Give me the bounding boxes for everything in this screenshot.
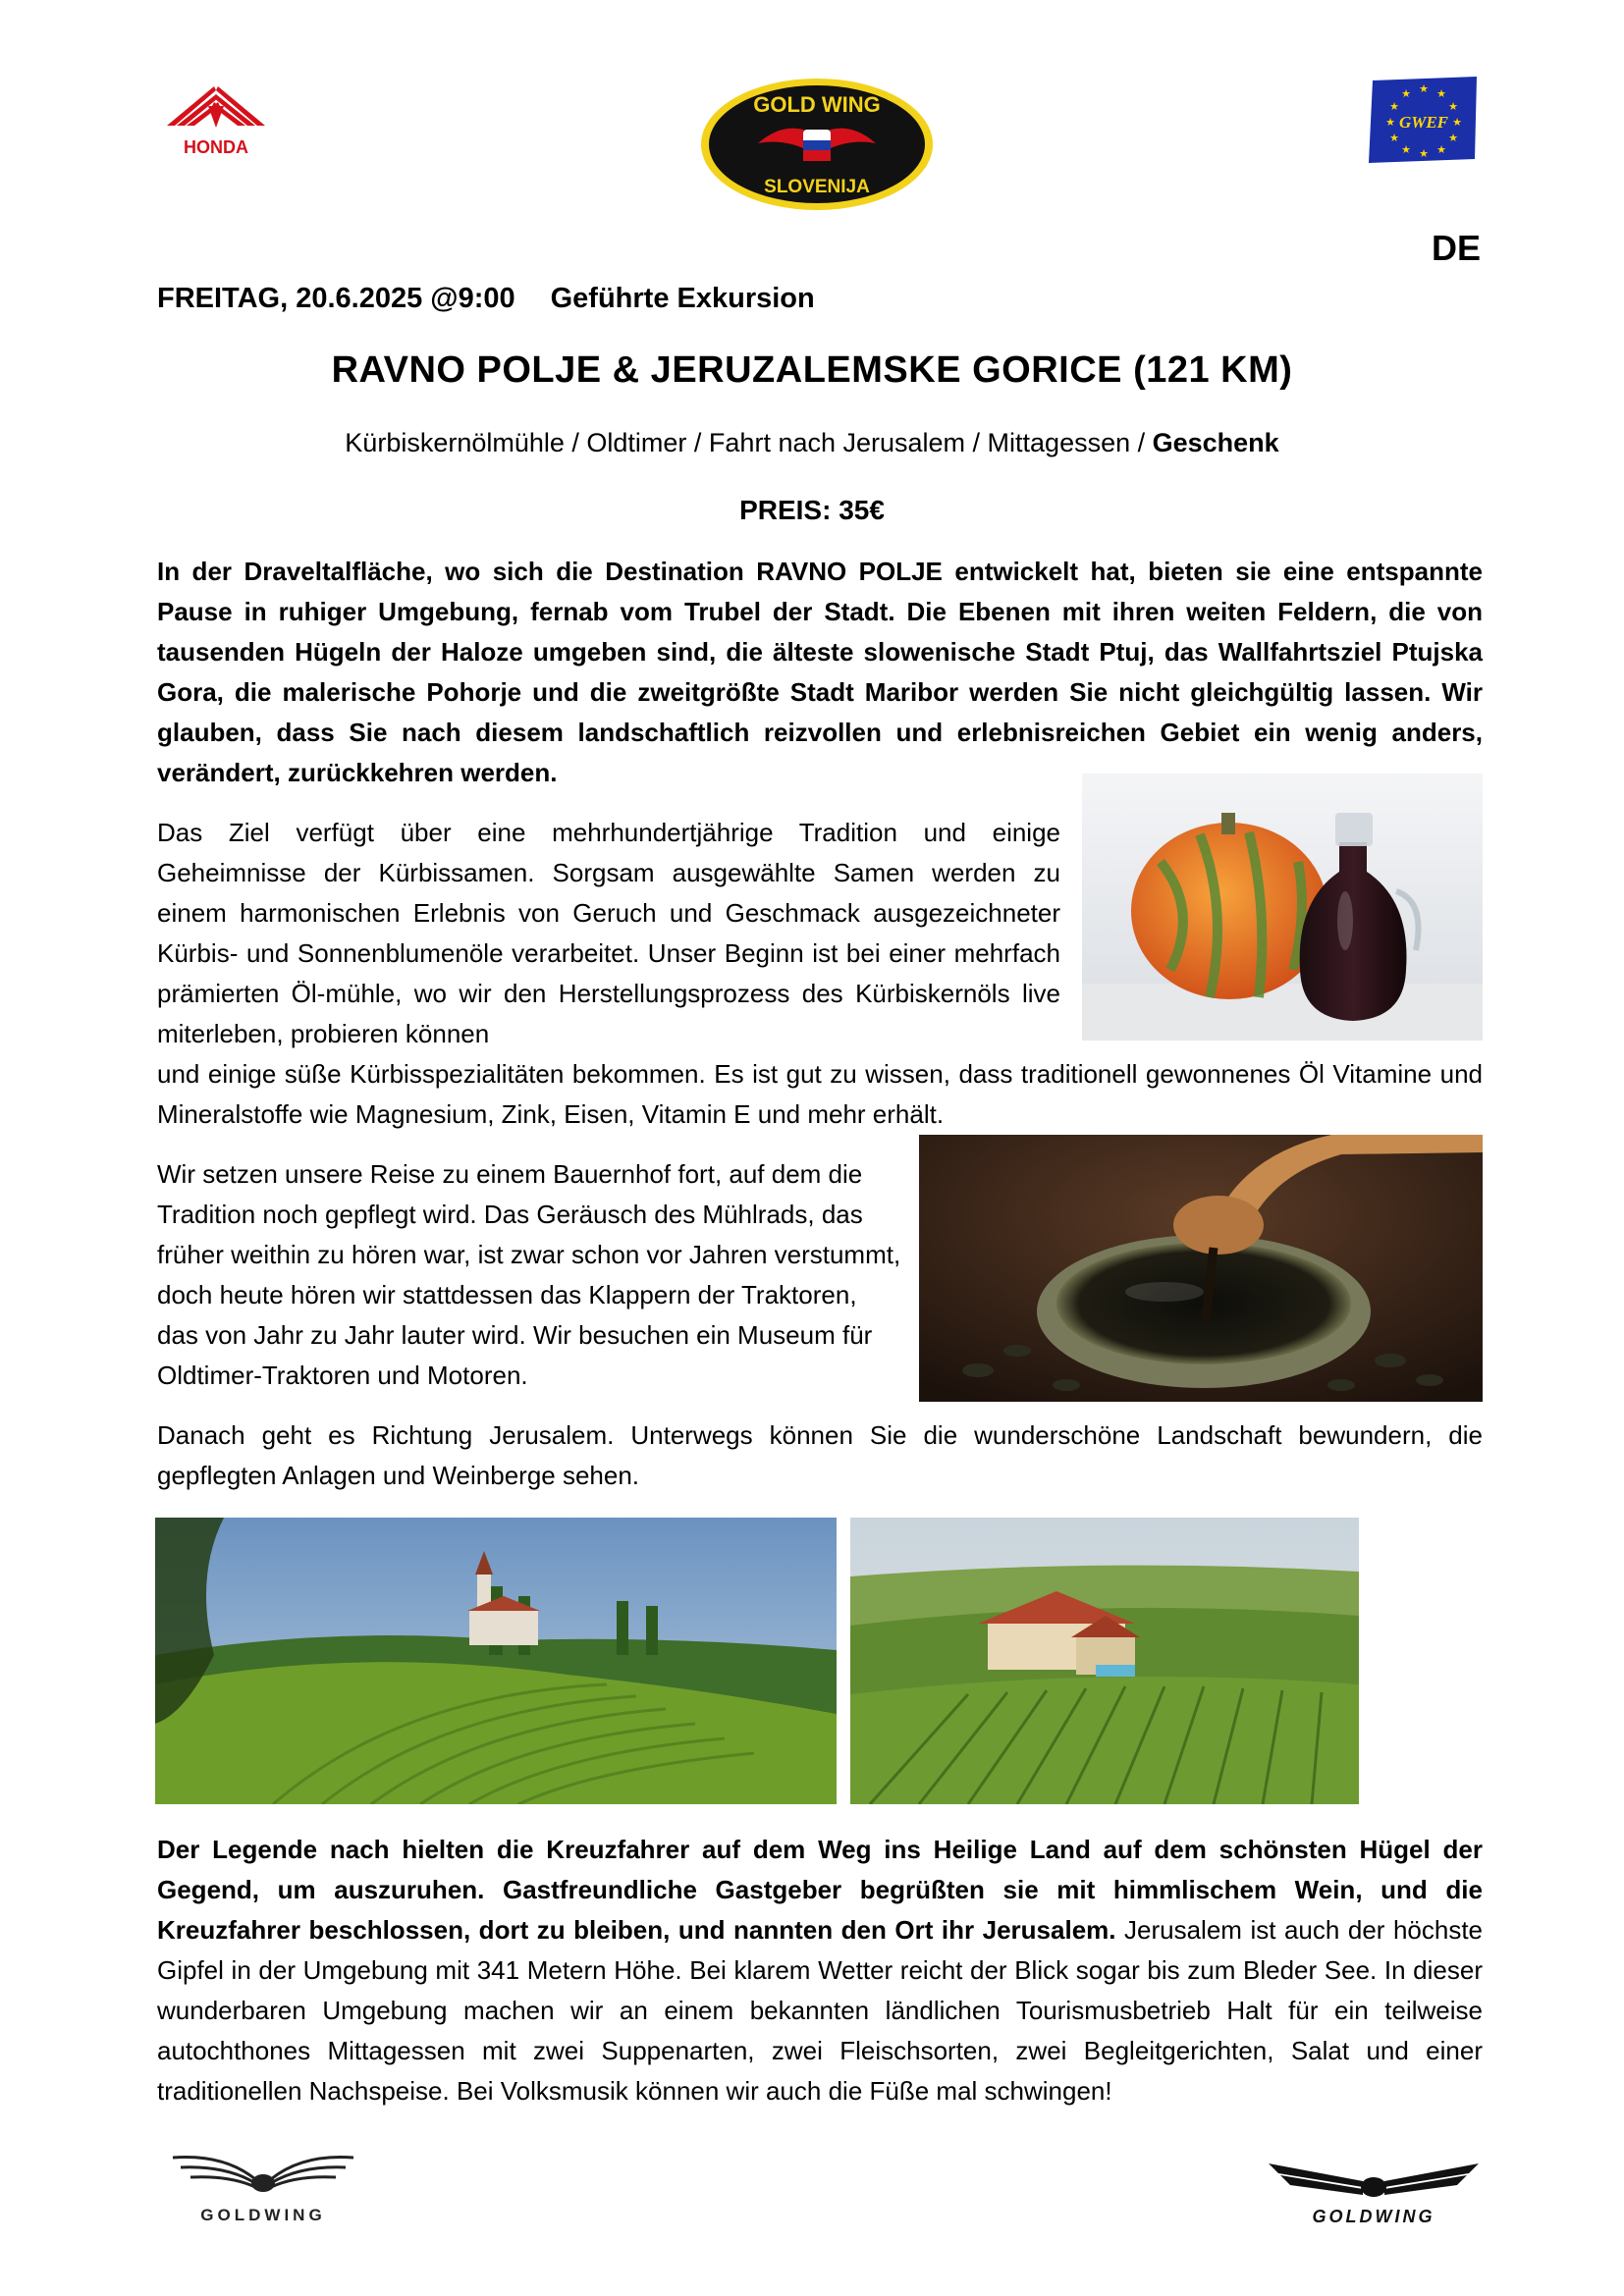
gwef-logo bbox=[1367, 77, 1483, 163]
svg-text:★: ★ bbox=[1401, 87, 1411, 100]
footer-left-logo-text: GOLDWING bbox=[200, 2206, 326, 2224]
vineyard-farmhouse-photo bbox=[850, 1518, 1359, 1804]
legend-paragraph bbox=[157, 1830, 1483, 2111]
svg-text:★: ★ bbox=[1419, 147, 1429, 160]
jerusalem-paragraph: Danach geht es Richtung Jerusalem. Unterwegs können Sie die wunderschöne Landschaft bewundern, die gepflegten Anlagen und Weinberge sehen. bbox=[157, 1420, 1483, 1490]
pumpkin-oil-spoon-photo bbox=[919, 1135, 1483, 1402]
event-subtitle-bold: Geschenk bbox=[1152, 428, 1279, 457]
svg-text:★: ★ bbox=[1436, 87, 1446, 100]
svg-text:★: ★ bbox=[1448, 100, 1458, 113]
honda-logo-text: HONDA bbox=[184, 137, 248, 157]
goldwing-footer-logo-left bbox=[165, 2144, 361, 2232]
goldwing-slovenija-logo bbox=[699, 77, 935, 212]
event-type: Geführte Exkursion bbox=[550, 283, 815, 314]
legend-rest-text: Jerusalem ist auch der höchste Gipfel in der Umgebung mit 341 Metern Höhe. Bei klarem Wetter reicht der Blick sogar bis zum Bleder See. In dieser wunderbaren Umgebung machen wir an einem bekannten ländlichen Tourismusbetrieb Halt für ein teilweise autochthones Mittagessen mit zwei Suppenarten, zwei Fleischsorten, zwei Begleitgerichten, Salat und einer traditionellen Nachspeise. Bei Volksmusik können wir auch die Füße mal schwingen! bbox=[157, 1915, 1484, 2106]
farm-paragraph: Wir setzen unsere Reise zu einem Bauernhof fort, auf dem die Tradition noch gepflegt wird. Das Geräusch des Mühlrads, das früher weithin zu hören war, ist zwar schon vor Jahren verstummt, doch heute hören wir stattdessen das Klappern der Traktoren, das von Jahr zu Jahr lauter wird. Wir besuchen ein Museum für Oldtimer-Traktoren und Motoren. bbox=[157, 1159, 901, 1390]
svg-text:★: ★ bbox=[1389, 100, 1399, 113]
svg-text:★: ★ bbox=[1419, 82, 1429, 95]
gwef-logo-text: GWEF bbox=[1398, 113, 1449, 132]
svg-text:★: ★ bbox=[1385, 116, 1395, 129]
event-title: RAVNO POLJE & JERUZALEMSKE GORICE (121 KM) bbox=[331, 349, 1293, 391]
oil-mill-paragraph-part1: Das Ziel verfügt über eine mehrhundertjährige Tradition und einige Geheimnisse der Kürbissamen. Sorgsam ausgewählte Samen werden zu einem harmonischen Erlebnis von Geruch und Geschmack ausgezeichneter Kürbis- und Sonnenblumenöle verarbeitet. Unser Beginn ist bei einer mehrfach prämierten Öl-mühle, wo wir den Herstellungsprozess des Kürbiskernöls live miterleben, probieren können bbox=[157, 818, 1060, 1048]
event-subtitle bbox=[0, 428, 1624, 458]
goldwing-logo-top-text: GOLD WING bbox=[753, 92, 881, 117]
event-price: PREIS: 35€ bbox=[739, 495, 885, 525]
intro-paragraph: In der Draveltalfläche, wo sich die Destination RAVNO POLJE entwickelt hat, bieten sie eine entspannte Pause in ruhiger Umgebung, fernab vom Trubel der Stadt. Die Ebenen mit ihren weiten Feldern, die von tausenden Hügeln der Haloze umgeben sind, die älteste slowenische Stadt Ptuj, das Wallfahrtsziel Ptujska Gora, die malerische Pohorje und die zweitgrößte Stadt Maribor werden Sie nicht gleichgültig lassen. Wir glauben, dass Sie nach diesem landschaftlich reizvollen und erlebnisreichen Gebiet ein wenig anders, verändert, zurückkehren werden. bbox=[157, 557, 1483, 787]
oil-mill-paragraph-part2: und einige süße Kürbisspezialitäten bekommen. Es ist gut zu wissen, dass traditionell gewonnenes Öl Vitamine und Mineralstoffe wie Magnesium, Zink, Eisen, Vitamin E und mehr erhält. bbox=[157, 1059, 1483, 1129]
svg-text:★: ★ bbox=[1452, 116, 1462, 129]
event-subtitle-plain: Kürbiskernölmühle / Oldtimer / Fahrt nach Jerusalem / Mittagessen / bbox=[345, 428, 1153, 457]
svg-text:★: ★ bbox=[1389, 132, 1399, 144]
pumpkin-oil-photo bbox=[1082, 774, 1483, 1041]
legend-bold-text: Der Legende nach hielten die Kreuzfahrer auf dem Weg ins Heilige Land auf dem schönsten Hügel der Gegend, um auszuruhen. Gastfreundliche Gastgeber begrüßten sie mit himmlischem Wein, und die Kreuzfahrer beschlossen, dort zu bleiben, und nannten den Ort ihr Jerusalem. bbox=[157, 1835, 1483, 1945]
svg-text:★: ★ bbox=[1401, 143, 1411, 156]
goldwing-footer-logo-right bbox=[1265, 2156, 1483, 2230]
event-date-time: FREITAG, 20.6.2025 @9:00 bbox=[157, 283, 515, 314]
honda-logo bbox=[157, 77, 275, 165]
language-label: DE bbox=[1431, 228, 1481, 268]
footer-right-logo-text: GOLDWING bbox=[1312, 2207, 1435, 2226]
goldwing-logo-bottom-text: SLOVENIJA bbox=[764, 177, 870, 197]
svg-text:★: ★ bbox=[1436, 143, 1446, 156]
jeruzalem-hill-church-photo bbox=[155, 1518, 837, 1804]
event-date-line bbox=[157, 283, 815, 315]
svg-text:★: ★ bbox=[1448, 132, 1458, 144]
